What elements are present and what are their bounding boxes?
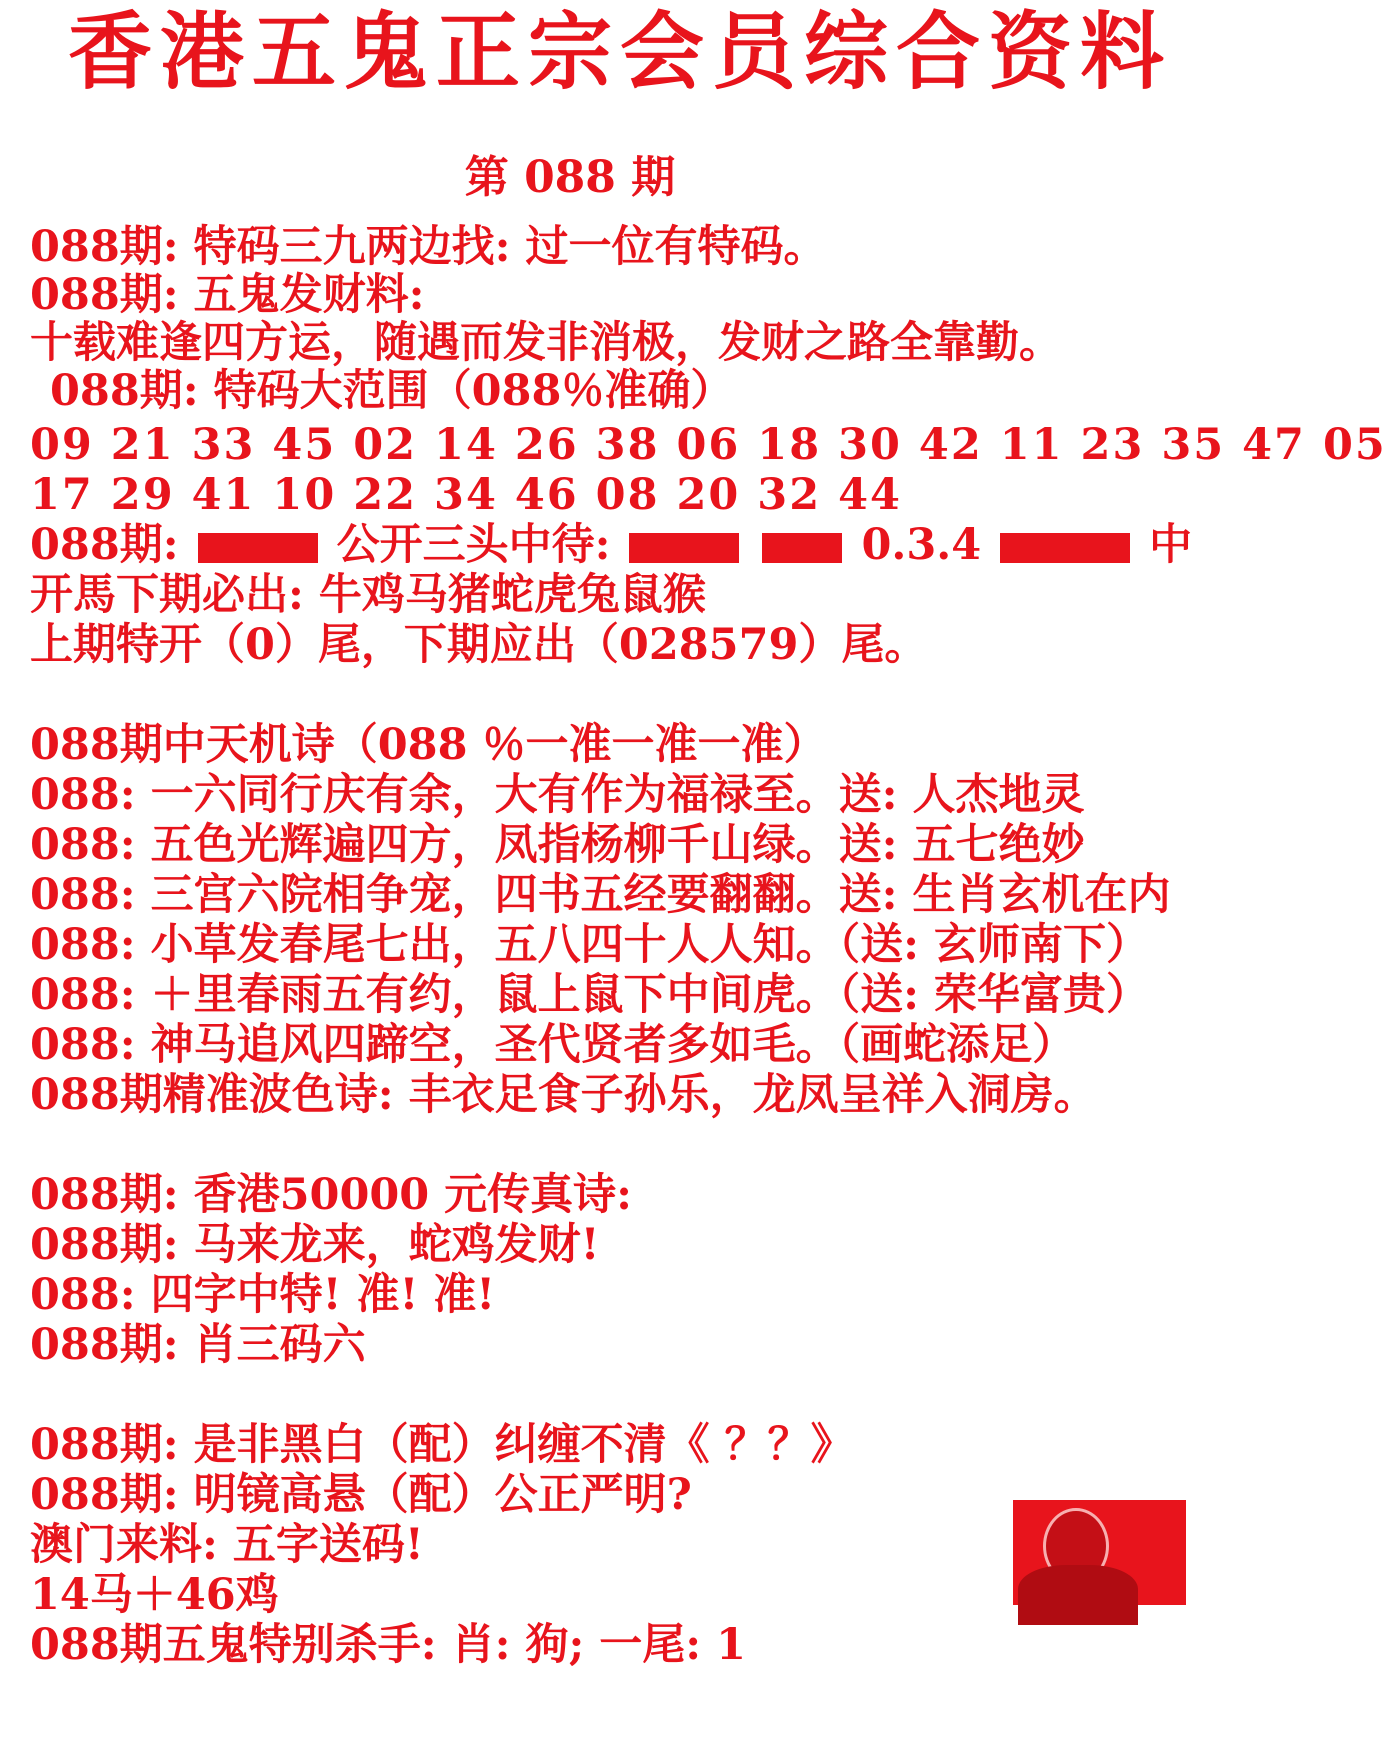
- redaction-bar: [198, 533, 318, 563]
- redaction-bar: [1000, 533, 1130, 563]
- portrait-body: [1018, 1565, 1138, 1625]
- text-line: 088: 神马追风四蹄空，圣代贤者多如毛。（画蛇添足）: [30, 1020, 1076, 1070]
- text-line: 十载难逢四方运，随遇而发非消极，发财之路全靠勤。: [30, 318, 1062, 368]
- text-line: 088期: 是非黑白（配）纠缠不清《 ？？》: [30, 1420, 854, 1470]
- text-line: 088期: 肖三码六: [30, 1320, 366, 1370]
- text-line: 088期: 特码三九两边找: 过一位有特码。: [30, 222, 827, 272]
- text-line: 088: 五色光辉遍四方，凤指杨柳千山绿。送: 五七绝妙: [30, 820, 1085, 870]
- redacted-line-middle: 公开三头中待:: [336, 520, 611, 570]
- text-line: 088期五鬼特别杀手: 肖: 狗; 一尾: 1: [30, 1620, 747, 1670]
- text-line: 088期精准波色诗: 丰衣足食子孙乐，龙凤呈祥入洞房。: [30, 1070, 1097, 1120]
- number-list: 09 21 33 45 02 14 26 38 06 18 30 42 11 23 35 47 05: [30, 420, 1387, 470]
- issue-number: 第 088 期: [464, 152, 676, 203]
- redacted-line-digits: 0.3.4: [861, 520, 982, 570]
- text-line: 088: ＋里春雨五有约，鼠上鼠下中间虎。（送: 荣华富贵）: [30, 970, 1149, 1020]
- redacted-line-suffix: 中: [1149, 520, 1193, 570]
- text-line: 088期: 马来龙来，蛇鸡发财!: [30, 1220, 600, 1270]
- text-line: 14马＋46鸡: [30, 1570, 279, 1620]
- redaction-bar: [629, 533, 739, 563]
- text-line: 088: 三宫六院相争宠，四书五经要翻翻。送: 生肖玄机在内: [30, 870, 1171, 920]
- text-line: 088期: 明镜高悬（配）公正严明?: [30, 1470, 692, 1520]
- redaction-bar: [762, 533, 842, 563]
- text-line: 开馬下期必出: 牛鸡马猪蛇虎兔鼠猴: [30, 570, 706, 620]
- number-list: 17 29 41 10 22 34 46 08 20 32 44: [30, 470, 902, 520]
- page-title: 香港五鬼正宗会员综合资料: [67, 2, 1172, 101]
- text-line: 澳门来料: 五字送码!: [30, 1520, 424, 1570]
- text-line: 088: 四字中特! 准! 准!: [30, 1270, 496, 1320]
- text-line: 088期中天机诗（088 ％一准一准一准）: [30, 720, 827, 770]
- text-line: 上期特开（0）尾，下期应出（028579）尾。: [30, 620, 928, 670]
- text-line: 088: 一六同行庆有余，大有作为福禄至。送: 人杰地灵: [30, 770, 1085, 820]
- redacted-line: [30, 520, 1192, 570]
- redacted-line-prefix: 088期:: [30, 520, 179, 570]
- text-line: 088: 小草发春尾七出，五八四十人人知。（送: 玄师南下）: [30, 920, 1149, 970]
- text-line: 088期: 特码大范围（088％准确）: [50, 366, 734, 416]
- text-line: 088期: 香港50000 元传真诗:: [30, 1170, 633, 1220]
- text-line: 088期: 五鬼发财料:: [30, 270, 425, 320]
- portrait-image: [1013, 1500, 1186, 1605]
